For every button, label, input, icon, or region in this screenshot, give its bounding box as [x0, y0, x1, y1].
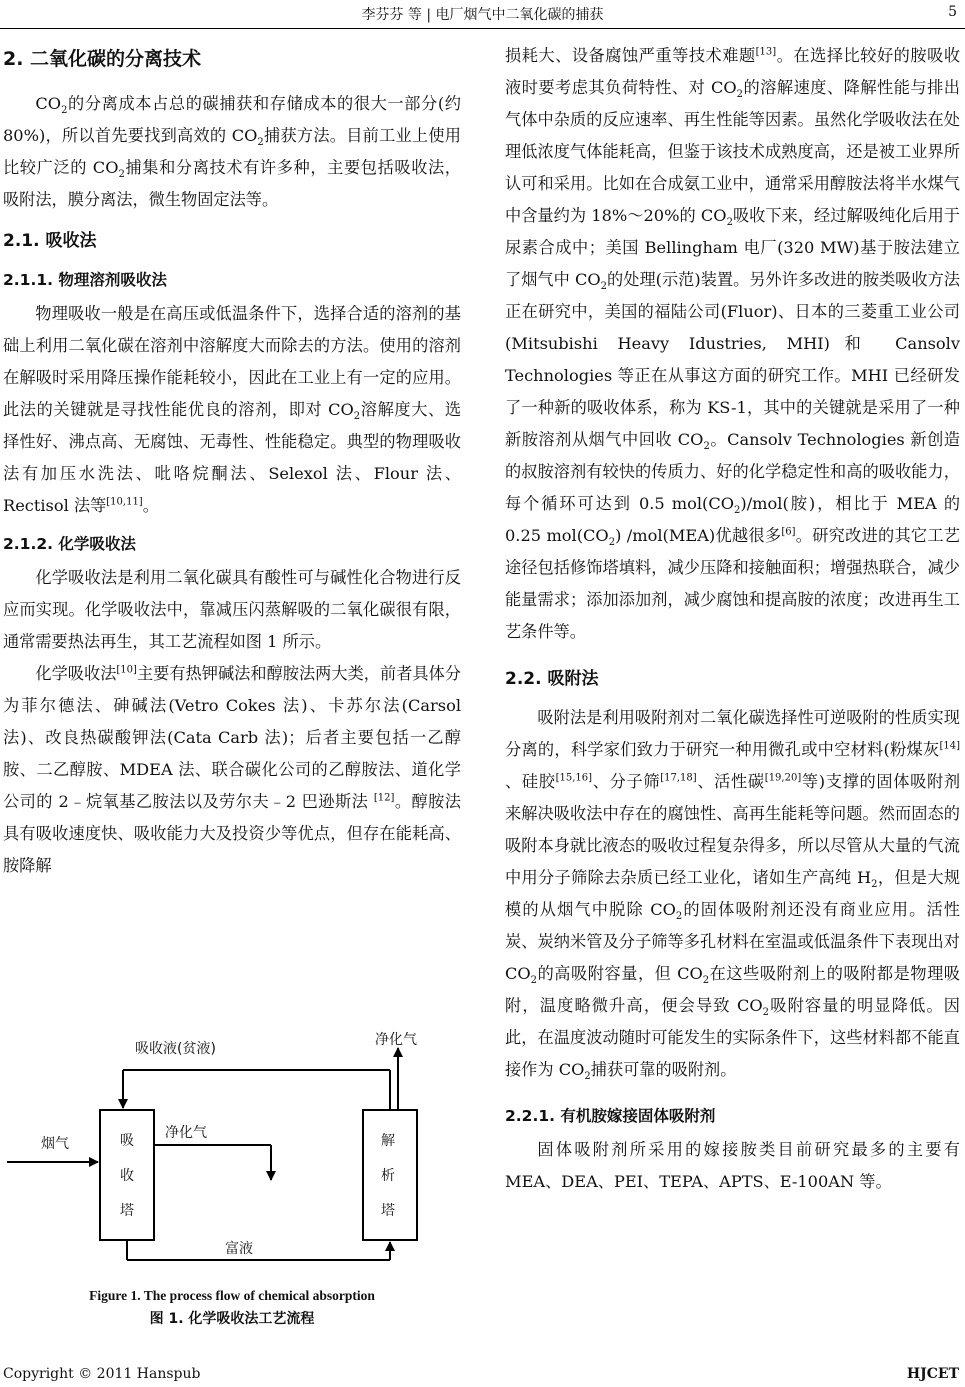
right-column	[505, 40, 960, 1198]
section-2-1-1-heading: 2.1.1. 物理溶剂吸收法	[3, 271, 167, 289]
page-footer	[0, 1366, 965, 1386]
figure-caption-en: Figure 1. The process flow of chemical absorption	[89, 1288, 375, 1303]
figure-caption-cn: 图 1. 化学吸收法工艺流程	[149, 1311, 315, 1327]
paragraph-amine-continued: 损耗大、设备腐蚀严重等技术难题[13]。在选择比较好的胺吸收液时要考虑其负荷特性、对 $CO_2$的溶解速度、降解性能与排出气体中杂质的反应速率、再生性能等因素。虽然化学吸收法在处理低浓度气体能耗高，但鉴于该技术成熟度高，还是被工业界所认可和采用。比如在合成氨工业中，通常采用醇胺法将半水煤气中含量约为 18%～20%的 $CO_2$吸收下来，经过解吸纯化后用于尿素合成中；美国 Bellingham 电厂(320 MW)基于胺法建立了烟气中 $CO_2$的处理(示范)装置。另外许多改进的胺类吸收方法正在研究中，美国的福陆公司(Fluor)、日本的三菱重工业公司(Mitsubishi Heavy Idustries, MHI)和 Cansolv Technologies 等正在从事这方面的研究工作。MHI 已经研发了一种新的吸收体系，称为 KS-1，其中的关键就是采用了一种新胺溶剂从烟气中回收 $CO_2$。Cansolv Technologies 新创造的叔胺溶剂有较快的传质力、好的化学稳定性和高的吸收能力，每个循环可达到 0.5 $mol(CO_2)/mol$(胺)，相比于 MEA 的 0.25 $mol(CO_2)$ /mol(MEA)优越很多[6]。研究改进的其它工艺途径包括修饰塔填料，减少压降和接触面积；增强热联合，减少能量需求；添加添加剂，减少腐蚀和提高胺的浓度；改进再生工艺条件等。	[505, 46, 961, 641]
page-number: 5	[948, 4, 957, 20]
citation: [19,20]	[764, 772, 802, 784]
section-2-2-1-heading: 2.2.1. 有机胺嫁接固体吸附剂	[505, 1107, 716, 1125]
absorber-char-2: 收	[120, 1168, 134, 1184]
paragraph-intro: $CO_2$的分离成本占总的碳捕获和存储成本的很大一部分(约 80%)，所以首先要找到高效的 $CO_2$捕获方法。目前工业上使用比较广泛的 $CO_2$捕集和分离技术有许多种，主要包括吸收法，吸附法，膜分离法，微生物固定法等。	[3, 94, 461, 209]
citation: [13]	[755, 46, 777, 58]
running-title: 李芬芬 等 | 电厂烟气中二氧化碳的捕获	[361, 7, 604, 23]
citation: [6]	[781, 526, 796, 538]
journal-name: HJCET	[906, 1366, 959, 1382]
absorber-char-1: 吸	[120, 1133, 134, 1149]
paragraph-chemical-absorption: 化学吸收法是利用二氧化碳具有酸性可与碱性化合物进行反应而实现。化学吸收法中，靠减压闪蒸解吸的二氧化碳很有限，通常需要热法再生，其工艺流程如图 1 所示。	[3, 568, 461, 651]
absorber-char-3: 塔	[120, 1203, 134, 1219]
section-2-1-2-heading: 2.1.2. 化学吸收法	[3, 535, 136, 553]
stripper-char-1: 解	[381, 1133, 395, 1149]
section-2-2-heading: 2.2. 吸附法	[505, 669, 599, 689]
left-column	[3, 40, 461, 882]
label-flue-gas: 烟气	[41, 1136, 69, 1152]
section-2-heading: 2. 二氧化碳的分离技术	[3, 48, 202, 70]
citation: [10,11]	[106, 496, 143, 508]
stripper-char-2: 析	[381, 1168, 395, 1184]
citation: [15,16]	[555, 772, 593, 784]
label-lean-solvent: 吸收液(贫液)	[135, 1041, 216, 1057]
stripper-char-3: 塔	[381, 1203, 395, 1219]
citation: [12]	[373, 792, 395, 804]
label-clean-gas-top: 净化气	[375, 1032, 417, 1048]
label-rich-solvent: 富液	[225, 1241, 253, 1257]
citation: [14]	[939, 740, 960, 752]
copyright: Copyright © 2011 Hanspub	[3, 1366, 201, 1382]
citation: [17,18]	[660, 772, 697, 784]
paragraph-physical-absorption: 物理吸收一般是在高压或低温条件下，选择合适的溶剂的基础上利用二氧化碳在溶剂中溶解度大而除去的方法。使用的溶剂在解吸时采用降压操作能耗较小，因此在工业上有一定的应用。此法的关键就是寻找性能优良的溶剂，即对 $CO_2$溶解度大、选择性好、沸点高、无腐蚀、无毒性、性能稳定。典型的物理吸收法有加压水洗法、吡咯烷酮法、Selexol 法、Flour 法、Rectisol 法等[10,11]。	[3, 304, 462, 515]
label-clean-gas-mid: 净化气	[165, 1125, 207, 1141]
page-header	[0, 0, 965, 29]
process-flow-diagram	[3, 1020, 461, 1285]
paragraph-grafted-amine: 固体吸附剂所采用的嫁接胺类目前研究最多的主要有 MEA、DEA、PEI、TEPA、APTS、E-100AN 等。	[505, 1140, 960, 1191]
citation: [10]	[116, 664, 137, 676]
figure-1	[3, 1020, 461, 1330]
section-2-1-heading: 2.1. 吸收法	[3, 231, 97, 251]
paragraph-chemical-methods: 化学吸收法[10]主要有热钾碱法和醇胺法两大类，前者具体分为菲尔德法、砷碱法(Vetro Cokes 法)、卡苏尔法(Carsol 法)、改良热碳酸钾法(Cata Carb 法)；后者主要包括一乙醇胺、二乙醇胺、MDEA 法、联合碳化公司的乙醇胺法、道化学公司的 2﹣烷氧基乙胺法以及劳尔夫﹣2 巴逊斯法 [12]。醇胺法具有吸收速度快、吸收能力大及投资少等优点，但存在能耗高、胺降解	[3, 664, 461, 875]
paragraph-adsorption: 吸附法是利用吸附剂对二氧化碳选择性可逆吸附的性质实现分离的，科学家们致力于研究一种用微孔或中空材料(粉煤灰[14] 、硅胶[15,16]、分子筛[17,18]、活性碳[19,20]等)支撑的固体吸附剂来解决吸收法中存在的腐蚀性、高再生能耗等问题。然而固态的吸附本身就比液态的吸收过程复杂得多，所以尽管从大量的气流中用分子筛除去杂质已经工业化，诸如生产高纯 $H_2$，但是大规模的从烟气中脱除 $CO_2$的固体吸附剂还没有商业应用。活性炭、炭纳米管及分子筛等多孔材料在室温或低温条件下表现出对 $CO_2$的高吸附容量，但 $CO_2$在这些吸附剂上的吸附都是物理吸附，温度略微升高，便会导致 $CO_2$吸附容量的明显降低。因此，在温度波动随时可能发生的实际条件下，这些材料都不能直接作为 $CO_2$捕获可靠的吸附剂。	[505, 708, 961, 1083]
